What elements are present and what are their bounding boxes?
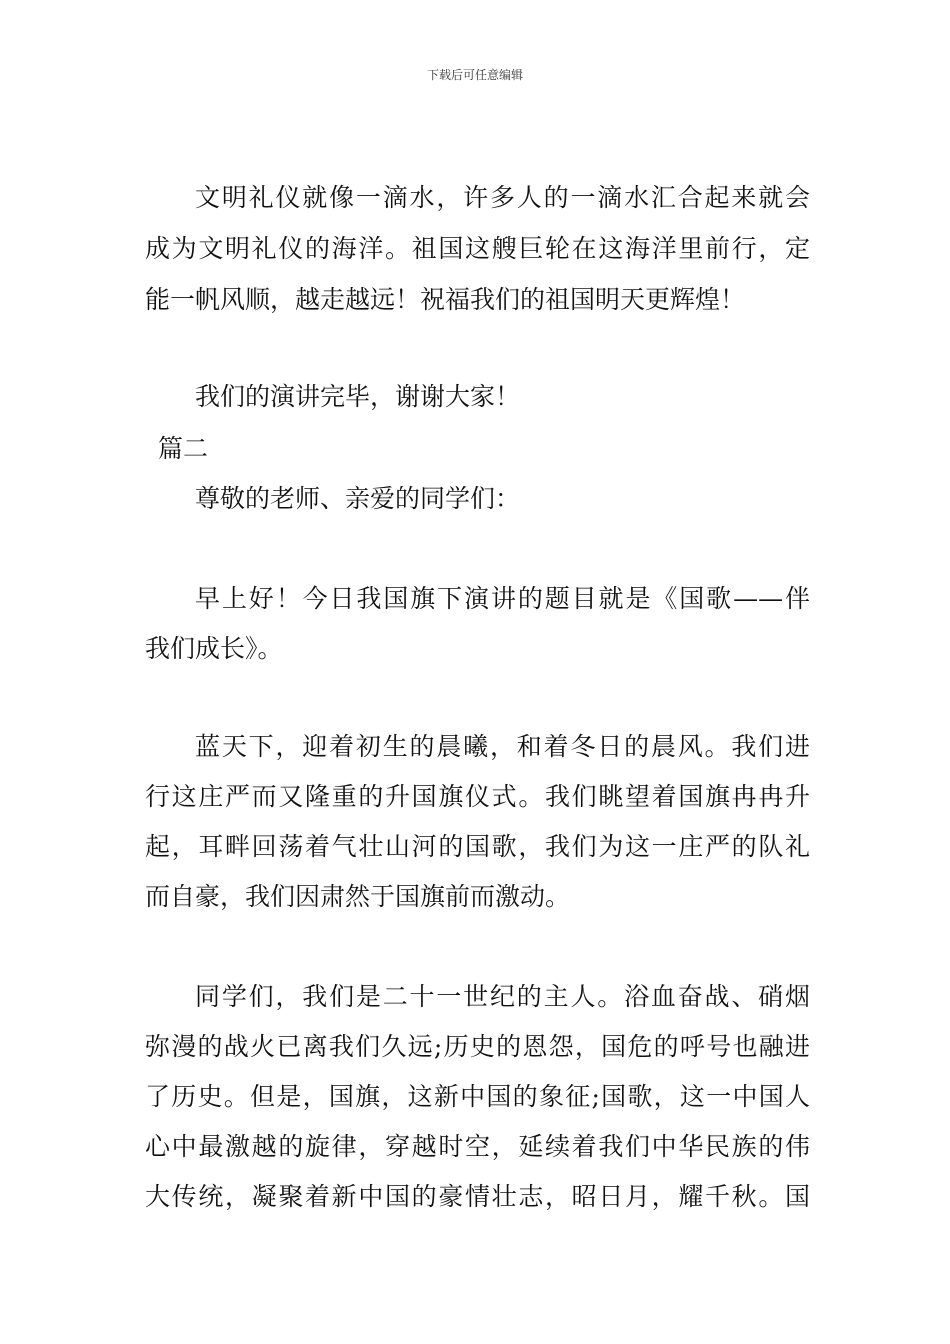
paragraph-6-line-3: 了历史。但是，国旗，这新中国的象征;国歌，这一中国人 — [145, 1082, 810, 1111]
paragraph-6-line-1: 同学们，我们是二十一世纪的主人。浴血奋战、硝烟 — [195, 982, 810, 1011]
paragraph-5-line-3: 起，耳畔回荡着气壮山河的国歌，我们为这一庄严的队礼 — [145, 832, 810, 861]
salutation-line: 尊敬的老师、亲爱的同学们： — [195, 484, 521, 513]
paragraph-5-line-2: 行这庄严而又隆重的升国旗仪式。我们眺望着国旗冉冉升 — [145, 782, 810, 811]
paragraph-6-line-5: 大传统，凝聚着新中国的豪情壮志，昭日月，耀千秋。国 — [145, 1182, 810, 1211]
section-label: 篇二 — [158, 434, 209, 463]
paragraph-6-line-2: 弥漫的战火已离我们久远;历史的恩怨，国危的呼号也融进 — [145, 1032, 810, 1061]
paragraph-5-line-1: 蓝天下，迎着初生的晨曦，和着冬日的晨风。我们进 — [195, 732, 810, 761]
paragraph-2-line-1: 我们的演讲完毕，谢谢大家！ — [195, 382, 521, 411]
paragraph-6-line-4: 心中最激越的旋律，穿越时空，延续着我们中华民族的伟 — [145, 1132, 810, 1161]
paragraph-4-line-2: 我们成长》。 — [145, 634, 283, 663]
paragraph-1-line-2: 成为文明礼仪的海洋。祖国这艘巨轮在这海洋里前行，定 — [145, 234, 810, 263]
header-note: 下载后可任意编辑 — [426, 68, 523, 82]
paragraph-5-line-4: 而自豪，我们因肃然于国旗前而激动。 — [145, 882, 571, 911]
paragraph-1-line-3: 能一帆风顺，越走越远！祝福我们的祖国明天更辉煌！ — [145, 285, 746, 314]
paragraph-1-line-1: 文明礼仪就像一滴水，许多人的一滴水汇合起来就会 — [195, 183, 810, 212]
paragraph-4-line-1: 早上好！今日我国旗下演讲的题目就是《国歌——伴 — [195, 584, 810, 613]
